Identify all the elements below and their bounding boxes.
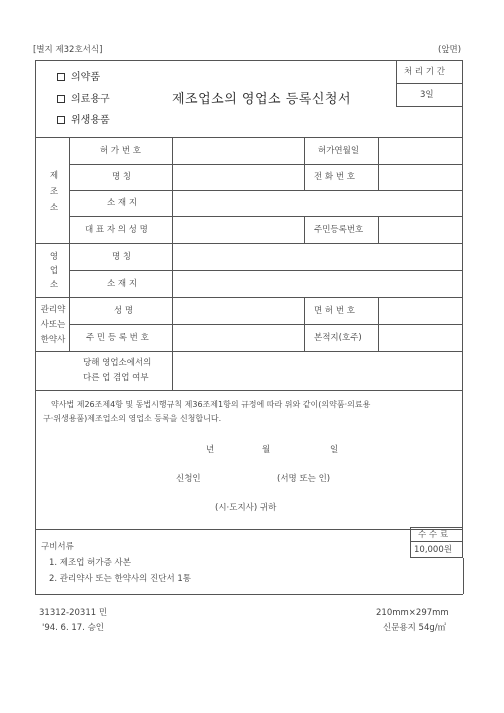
label-phone: 전 화 번 호 (314, 172, 355, 182)
permit-date-field[interactable] (379, 138, 462, 163)
license-no-field[interactable] (379, 298, 462, 323)
label-name: 명 칭 (112, 172, 132, 182)
document-item-2: 2. 관리약사 또는 한약사의 진단서 1통 (49, 574, 191, 584)
footer-approval: '94. 6. 17. 승인 (42, 623, 105, 633)
manager-resident-no-field[interactable] (173, 325, 303, 350)
label-resident-no: 주민등록번호 (314, 225, 364, 235)
label-manager-name: 성 명 (114, 306, 134, 316)
statement-line-1: 약사법 제26조제4항 및 동법시행규칙 제36조제1항의 규정에 따라 위와 같이(의약품·의료용 (51, 400, 371, 409)
date-month: 월 (262, 445, 271, 455)
manager-name-field[interactable] (173, 298, 303, 323)
domicile-field[interactable] (379, 325, 462, 350)
label-permit-date: 허가연월일 (318, 146, 360, 156)
concurrent-business-field[interactable] (173, 352, 462, 389)
label-manager-resident-no: 주 민 등 록 번 호 (86, 333, 149, 343)
label-license-no: 면 허 번 호 (314, 306, 355, 316)
checkbox-icon[interactable] (57, 116, 65, 124)
office-address-field[interactable] (173, 271, 462, 296)
documents-label: 구비서류 (41, 542, 74, 552)
label-concurrent-2: 다른 업 겸업 여부 (83, 373, 149, 383)
document-item-1: 1. 제조업 허가증 사본 (49, 558, 131, 568)
form-title: 제조업소의 영업소 등록신청서 (172, 92, 352, 107)
footer-paper: 신문용지 54g/㎡ (383, 623, 447, 633)
kind-checkbox-medical-device[interactable]: 의료용구 (57, 95, 110, 105)
label-office-address: 소 재 지 (107, 279, 138, 289)
fee-value: 10,000원 (414, 545, 452, 555)
label-domicile: 본적지(호주) (314, 333, 362, 343)
section-manager: 관리약 사또는 한약사 (40, 305, 66, 345)
kind-checkbox-hygiene[interactable]: 위생용품 (57, 116, 110, 126)
applicant-label: 신청인 (176, 474, 201, 484)
name-field[interactable] (173, 165, 303, 189)
address-field[interactable] (173, 191, 462, 215)
applicant-sign: (서명 또는 인) (277, 474, 331, 484)
phone-field[interactable] (379, 165, 462, 189)
office-name-field[interactable] (173, 244, 462, 269)
fee-label: 수 수 료 (418, 530, 449, 540)
page-side-label: (앞면) (438, 45, 462, 55)
label-office-name: 명 칭 (112, 252, 132, 262)
statement-line-2: 구·위생용품)제조업소의 영업소 등록을 신청합니다. (43, 414, 222, 423)
form-number: [별지 제32호서식] (33, 45, 103, 55)
label-address: 소 재 지 (107, 198, 138, 208)
footer-size: 210mm×297mm (376, 608, 449, 618)
section-office: 영 업 소 (49, 252, 59, 290)
processing-period-label: 처 리 기 간 (404, 67, 445, 77)
rep-name-field[interactable] (173, 217, 303, 242)
label-permit-no: 허 가 번 호 (100, 146, 141, 156)
checkbox-icon[interactable] (57, 73, 65, 81)
addressee: (시·도지사) 귀하 (215, 503, 277, 513)
footer-code: 31312-20311 민 (39, 608, 108, 618)
label-rep-name: 대 표 자 의 성 명 (85, 225, 148, 235)
checkbox-icon[interactable] (57, 95, 65, 103)
processing-period-value: 3일 (420, 90, 434, 100)
date-day: 일 (330, 445, 339, 455)
label-concurrent-1: 당해 영업소에서의 (83, 358, 152, 368)
kind-checkbox-drug[interactable]: 의약품 (57, 73, 100, 83)
permit-no-field[interactable] (173, 138, 303, 163)
section-manufacturer: 제 조 소 (49, 171, 59, 213)
resident-no-field[interactable] (379, 217, 462, 242)
date-year: 년 (206, 445, 215, 455)
